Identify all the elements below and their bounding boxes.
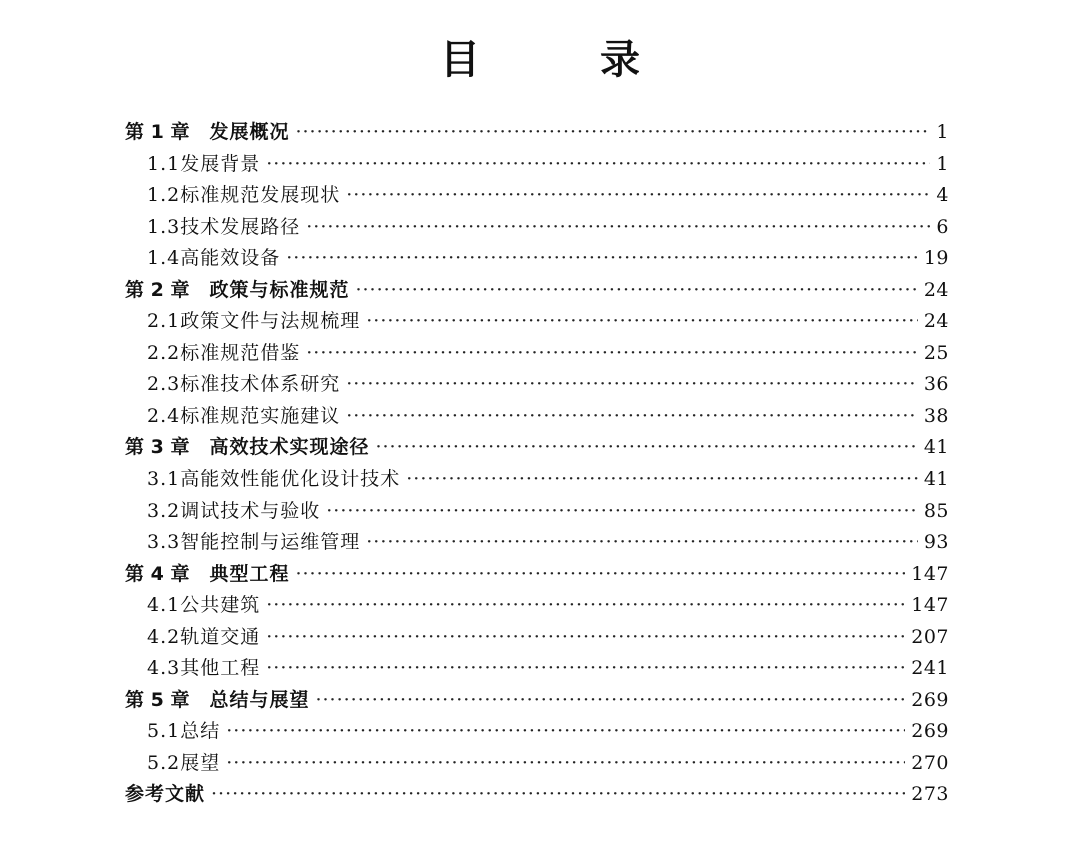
entry-number: 1.1 [147,152,181,175]
dot-leader [226,716,905,748]
entry-page: 273 [911,783,949,806]
toc-section-5-1[interactable] [125,716,949,748]
entry-title: 发展概况 [209,121,290,143]
entry-number: 2.3 [147,373,181,396]
entry-page: 36 [923,373,949,396]
entry-page: 147 [911,594,949,617]
toc-section-1-4[interactable] [125,243,949,275]
toc-section-3-3[interactable] [125,527,949,559]
dot-leader [211,779,905,811]
entry-title: 调试技术与验收 [180,499,321,522]
entry-page: 85 [923,499,949,522]
dot-leader [375,432,917,464]
table-of-contents [125,117,949,811]
dot-leader [366,527,918,559]
dot-leader [286,243,918,275]
entry-page: 1 [936,121,949,143]
entry-title: 发展背景 [180,152,261,175]
entry-title: 标准规范借鉴 [180,341,301,364]
toc-section-4-3[interactable] [125,653,949,685]
toc-section-2-4[interactable] [125,401,949,433]
toc-section-3-1[interactable] [125,464,949,496]
entry-title: 高效技术实现途径 [209,436,370,459]
toc-section-1-3[interactable] [125,212,949,244]
entry-number: 第 5 章 [125,688,190,711]
entry-number: 1.4 [147,247,181,270]
entry-page: 6 [936,215,949,238]
entry-number: 4.1 [147,594,181,617]
entry-page: 93 [923,531,949,554]
toc-chapter-5[interactable] [125,685,949,717]
entry-number: 4.2 [147,625,181,648]
entry-page: 270 [911,751,949,774]
entry-page: 24 [923,310,949,333]
dot-leader [306,338,918,370]
toc-chapter-3[interactable] [125,432,949,464]
entry-page: 38 [923,404,949,427]
entry-number: 1.2 [147,184,181,207]
toc-section-5-2[interactable] [125,748,949,780]
entry-title: 典型工程 [209,562,290,585]
entry-page: 41 [923,436,949,459]
entry-title: 高能效性能优化设计技术 [180,468,401,491]
dot-leader [226,748,905,780]
toc-chapter-2[interactable] [125,275,949,307]
entry-title: 参考文献 [125,783,206,806]
toc-section-4-1[interactable] [125,590,949,622]
entry-page: 241 [911,657,949,680]
entry-page: 269 [911,720,949,743]
toc-chapter-4[interactable] [125,559,949,591]
entry-number: 5.1 [147,720,181,743]
entry-title: 总结 [180,720,221,743]
dot-leader [266,622,905,654]
toc-chapter-1[interactable] [125,117,949,149]
entry-title: 标准技术体系研究 [180,373,341,396]
toc-references[interactable] [125,779,949,811]
entry-number: 1.3 [147,215,181,238]
entry-title: 展望 [180,751,221,774]
dot-leader [366,306,918,338]
entry-number: 第 4 章 [125,562,190,585]
dot-leader [295,559,905,591]
entry-title: 智能控制与运维管理 [180,531,361,554]
toc-section-1-2[interactable] [125,180,949,212]
dot-leader [295,117,930,149]
entry-title: 技术发展路径 [180,215,301,238]
dot-leader [326,496,918,528]
dot-leader [306,212,930,244]
dot-leader [266,149,930,181]
entry-page: 269 [911,688,949,711]
dot-leader [346,401,918,433]
dot-leader [406,464,918,496]
entry-title: 总结与展望 [209,688,310,711]
toc-section-2-1[interactable] [125,306,949,338]
toc-section-1-1[interactable] [125,149,949,181]
entry-number: 2.2 [147,341,181,364]
toc-section-3-2[interactable] [125,496,949,528]
toc-section-4-2[interactable] [125,622,949,654]
entry-page: 24 [923,278,949,301]
entry-number: 第 3 章 [125,436,190,459]
entry-page: 207 [911,625,949,648]
entry-number: 2.1 [147,310,181,333]
entry-number: 3.1 [147,468,181,491]
toc-section-2-3[interactable] [125,369,949,401]
entry-number: 4.3 [147,657,181,680]
entry-page: 4 [936,184,949,207]
dot-leader [266,653,905,685]
entry-number: 2.4 [147,404,181,427]
entry-number: 3.3 [147,531,181,554]
dot-leader [266,590,905,622]
dot-leader [355,275,917,307]
entry-number: 第 1 章 [125,121,190,143]
entry-page: 25 [923,341,949,364]
entry-title: 标准规范发展现状 [180,184,341,207]
entry-title: 政策文件与法规梳理 [180,310,361,333]
toc-section-2-2[interactable] [125,338,949,370]
entry-page: 41 [923,468,949,491]
entry-page: 19 [923,247,949,270]
entry-page: 1 [936,152,949,175]
page-title: 目 录 [440,37,680,83]
entry-title: 其他工程 [180,657,261,680]
entry-title: 公共建筑 [180,594,261,617]
entry-title: 政策与标准规范 [209,278,350,301]
dot-leader [315,685,905,717]
entry-title: 轨道交通 [180,625,261,648]
entry-number: 第 2 章 [125,278,190,301]
entry-title: 标准规范实施建议 [180,404,341,427]
entry-title: 高能效设备 [180,247,281,270]
entry-number: 3.2 [147,499,181,522]
entry-number: 5.2 [147,751,181,774]
dot-leader [346,180,930,212]
entry-page: 147 [911,562,949,585]
dot-leader [346,369,918,401]
